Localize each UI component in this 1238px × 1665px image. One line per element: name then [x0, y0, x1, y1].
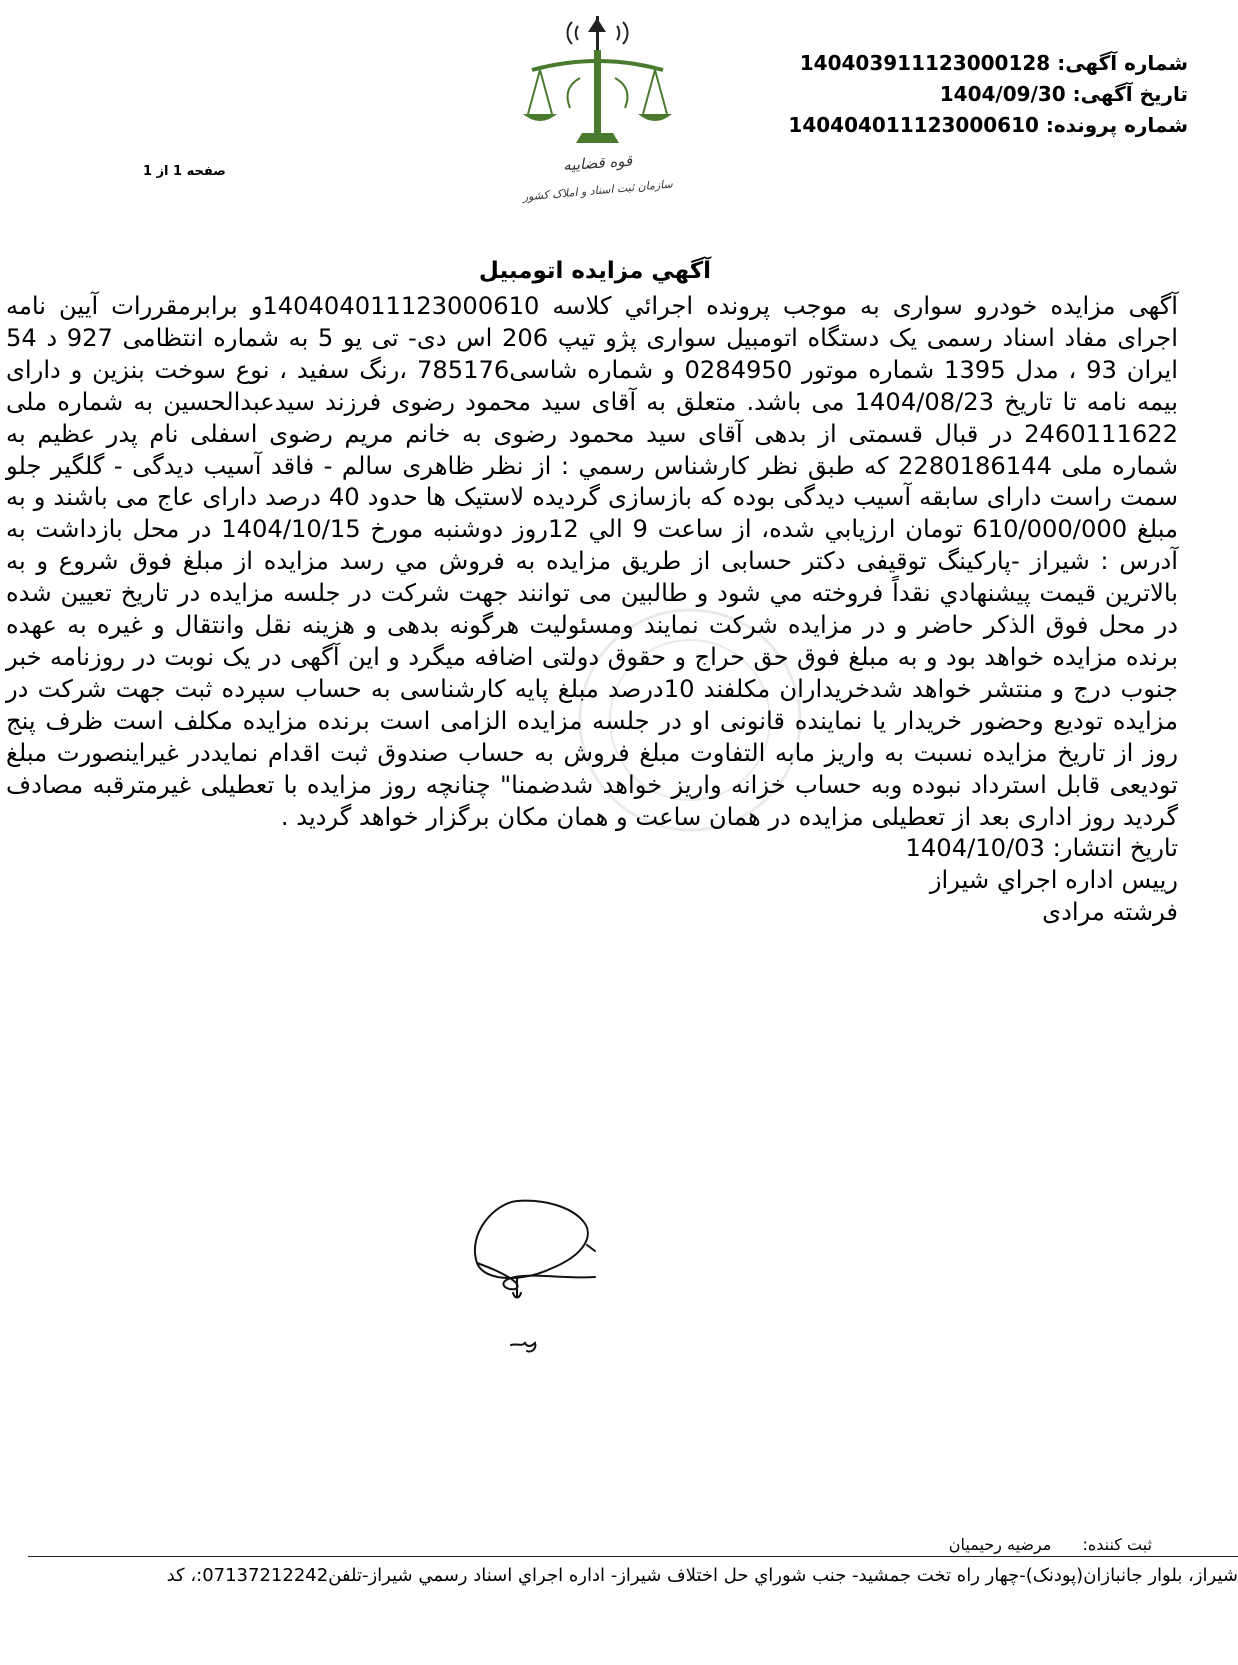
signer-name: فرشته مرادی: [1042, 898, 1178, 927]
page-count: صفحه 1 از 1: [143, 164, 226, 179]
notice-date: 1404/09/30: [939, 82, 1066, 106]
notice-number-row: [788, 48, 1188, 79]
notice-body: [6, 291, 1178, 929]
case-number-row: [788, 110, 1188, 141]
publish-date: 1404/10/03: [905, 834, 1045, 863]
registrar-name: مرضیه رحیمیان: [948, 1535, 1052, 1554]
case-number: 140404011123000610: [788, 113, 1039, 137]
footer-divider: [28, 1556, 1238, 1557]
emblem-line1: قوه قضاییه: [562, 151, 633, 175]
notice-date-label: تاریخ آگهی:: [1072, 82, 1188, 106]
judiciary-emblem-icon: [520, 8, 675, 213]
registrar-label: ثبت كننده:: [1082, 1535, 1152, 1554]
emblem-line2: سازمان ثبت اسناد و املاک کشور: [522, 177, 674, 204]
handwritten-signature-icon: [455, 1173, 655, 1393]
publish-date-label: تاريخ انتشار:: [1052, 834, 1178, 863]
registrar: [949, 1535, 1152, 1554]
notice-date-row: [788, 79, 1188, 110]
notice-number: 140403911123000128: [799, 51, 1051, 75]
publish-date-row: [6, 833, 1178, 865]
footer-address: شيراز، بلوار جانبازان(پودنک)-چهار راه تخت جمشيد- جنب شوراي حل اختلاف شيراز- اداره اجراي اسناد رسمي شيراز-تلفن07137212242:، کد: [166, 1565, 1238, 1586]
notice-number-label: شماره آگهی:: [1057, 51, 1188, 75]
page-title: آگهي مزايده اتومبيل: [478, 258, 712, 284]
notice-metadata: [788, 48, 1188, 141]
case-number-label: شماره پرونده:: [1045, 113, 1188, 137]
footer: [0, 1565, 1238, 1593]
notice-paragraph: آگهی مزایده خودرو سواری به موجب پرونده اجرائي كلاسه 140404011123000610و برابرمقررات آیین نامه اجرای مفاد اسناد رسمی یک دستگاه اتومبیل سواری پژو تیپ 206 اس دی- تی یو 5 به شماره انتظامی 927 د 54 ایران 93 ، مدل 1395 شماره موتور 0284950 و شماره شاسی785176 ،رنگ سفید ، نوع سوخت بنزین و دارای بیمه نامه تا تاریخ 1404/08/23 می باشد. متعلق به آقای سید محمود رضوی فرزند سیدعبدالحسین به شماره ملی 2460111622 در قبال قسمتی از بدهی آقای سید محمود رضوی به خانم مریم رضوی اسفلی نام پدر عظیم به شماره ملی 2280186144 كه طبق نظر كارشناس رسمي : از نظر ظاهری سالم - فاقد آسیب دیدگی - گلگیر جلو سمت راست دارای سابقه آسیب دیدگی بوده که بازسازی گردیده لاستیک ها حدود 40 درصد دارای عاج می باشند و به مبلغ 610/000/000 تومان ارزيابي شده، از ساعت 9 الي 12روز دوشنبه مورخ 1404/10/15 در محل بازداشت به آدرس : شیراز -پارکینگ توقیفی دکتر حسابی از طريق مزايده به فروش مي رسد مزايده از مبلغ فوق شروع و به بالاترين قيمت پيشنهادي نقداً فروخته مي شود و طالبين می توانند جهت شرکت در جلسه مزایده در تاریخ تعیین شده در محل فوق الذكر حاضر و در مزایده شرکت نمایند ومسئولیت هرگونه بدهی و هزینه نقل وانتقال و غیره به عهده برنده مزایده خواهد بود و به مبلغ فوق حق حراج و حقوق دولتی اضافه میگرد و این آگهی در یک نوبت در روزنامه خبر جنوب درج و منتشر خواهد شدخریداران مکلفند 10درصد مبلغ پایه کارشناسی به حساب سپرده ثبت جهت شرکت در مزایده تودیع وحضور خریدار یا نماینده قانونی او در جلسه مزایده الزامی است برنده مزایده مکلف است ظرف پنج روز از تاریخ مزایده نسبت به واریز مابه التفاوت مبلغ فروش به حساب صندوق ثبت اقدام نمایددر غیراینصورت مبلغ تودیعی قابل استرداد نبوده وبه حساب خزانه واریز خواهد شدضمنا" چنانچه روز مزایده با تعطیلی غیرمترقبه مصادف گردید روز اداری بعد از تعطیلی مزایده در همان ساعت و همان مکان برگزار خواهد گردید .: [6, 292, 1178, 831]
signer-title: رييس اداره اجراي شيراز: [929, 866, 1178, 895]
